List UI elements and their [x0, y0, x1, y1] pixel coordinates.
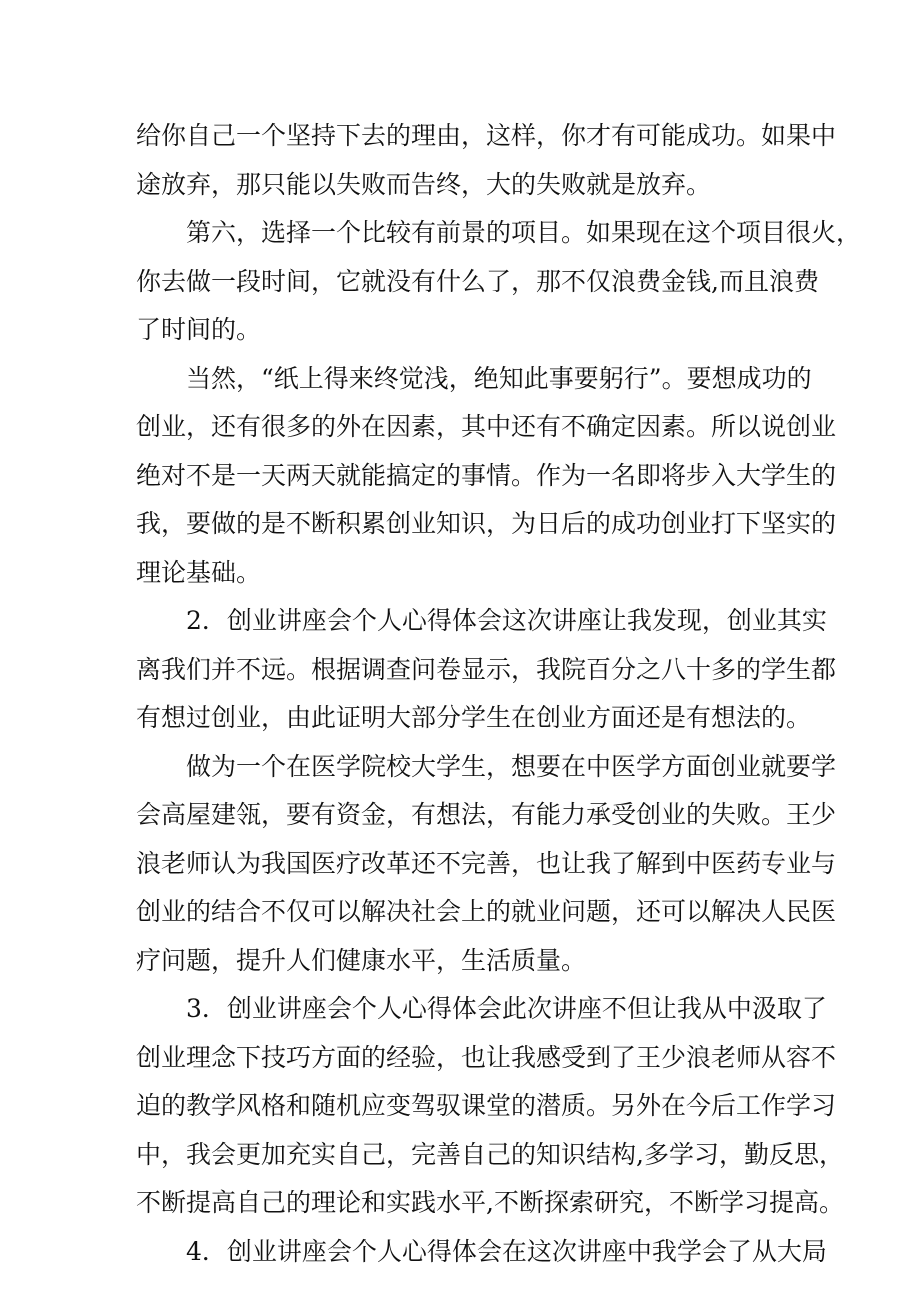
text-line: 不断提高自己的理论和实践水平,不断探索研究，不断学习提高。 [136, 1188, 844, 1217]
text-line: 3．创业讲座会个人心得体会此次讲座不但让我从中汲取了 [186, 994, 827, 1023]
paragraph-6 [136, 985, 844, 1228]
text-line: 2．创业讲座会个人心得体会这次讲座让我发现，创业其实 [186, 606, 827, 635]
paragraph-5 [136, 743, 837, 986]
text-line: 中，我会更加充实自己，完善自己的知识结构,多学习，勤反思， [136, 1139, 844, 1169]
paragraph-2 [136, 209, 862, 355]
text-line: 给你自己一个坚持下去的理由，这样，你才有可能成功。如果中 [136, 121, 837, 150]
text-line: 途放弃，那只能以失败而告终，大的失败就是放弃。 [136, 169, 712, 199]
paragraph-1 [136, 112, 837, 209]
text-line: 做为一个在医学院校大学生，想要在中医学方面创业就要学 [186, 751, 837, 781]
text-line: 当然，“纸上得来终觉浅，绝知此事要躬行”。要想成功的 [186, 363, 812, 393]
text-line: 我，要做的是不断积累创业知识，为日后的成功创业打下坚实的 [136, 509, 837, 538]
text-line: 创业的结合不仅可以解决社会上的就业问题，还可以解决人民医 [136, 897, 837, 926]
text-line: 你去做一段时间，它就没有什么了，那不仅浪费金钱,而且浪费 [136, 266, 819, 296]
text-line: 创业理念下技巧方面的经验，也让我感受到了王少浪老师从容不 [136, 1042, 837, 1072]
text-line: 疗问题，提升人们健康水平，生活质量。 [136, 945, 587, 975]
document-body [136, 112, 862, 1276]
text-line: 浪老师认为我国医疗改革还不完善，也让我了解到中医药专业与 [136, 848, 837, 878]
paragraph-3 [136, 355, 837, 598]
text-line: 有想过创业，由此证明大部分学生在创业方面还是有想法的。 [136, 703, 812, 732]
text-line: 理论基础。 [136, 557, 262, 587]
text-line: 会高屋建瓴，要有资金，有想法，有能力承受创业的失败。王少 [136, 800, 837, 829]
paragraph-4 [136, 597, 837, 743]
text-line: 了时间的。 [136, 315, 262, 344]
text-line: 第六，选择一个比较有前景的项目。如果现在这个项目很火， [186, 218, 862, 247]
text-line: 4．创业讲座会个人心得体会在这次讲座中我学会了从大局 [186, 1236, 827, 1266]
paragraph-7 [136, 1228, 827, 1277]
text-line: 绝对不是一天两天就能搞定的事情。作为一名即将步入大学生的 [136, 460, 837, 490]
text-line: 迫的教学风格和随机应变驾驭课堂的潜质。另外在今后工作学习 [136, 1091, 837, 1120]
text-line: 创业，还有很多的外在因素，其中还有不确定因素。所以说创业 [136, 412, 837, 441]
text-line: 离我们并不远。根据调查问卷显示，我院百分之八十多的学生都 [136, 654, 837, 684]
